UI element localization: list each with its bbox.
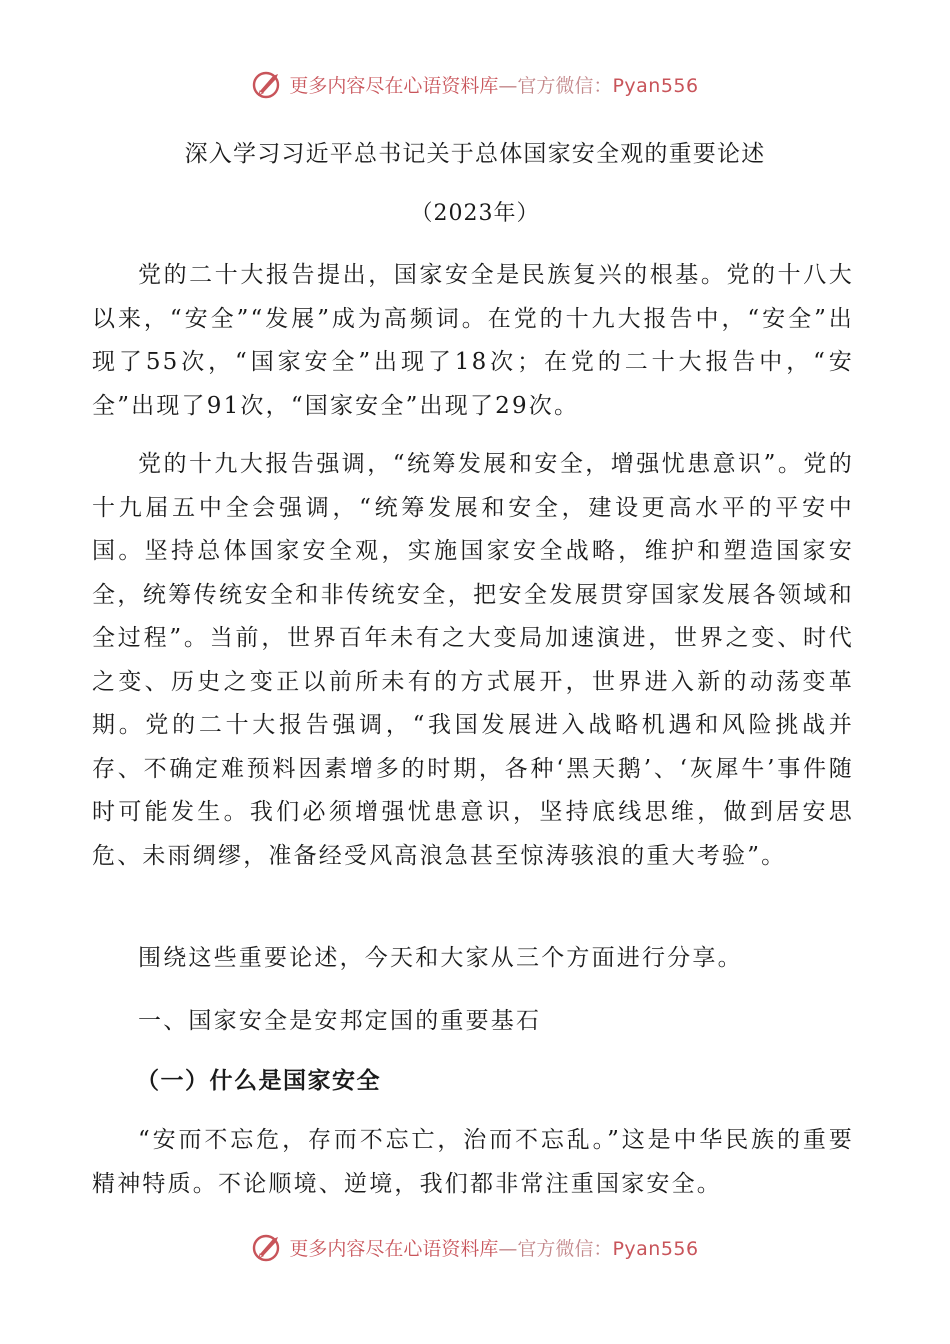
watermark-text [289,71,698,98]
watermark-main: 更多内容尽在心语资料库 [289,1237,499,1260]
watermark-dash: — [498,74,518,97]
watermark-banner-top [0,62,950,106]
paragraph-context: 党的十九大报告强调，“统筹发展和安全，增强忧患意识”。党的十九届五中全会强调，“统筹发展和安全，建设更高水平的平安中国。坚持总体国家安全观，实施国家安全战略，维护和塑造国家安全，统筹传统安全和非传统安全，把安全发展贯穿国家发展各领域和全过程”。当前，世界百年未有之大变局加速演进，世界之变、时代之变、历史之变正以前所未有的方式展开，世界进入新的动荡变革期。党的二十大报告强调，“我国发展进入战略机遇和风险挑战并存、不确定难预料因素增多的时期，各种‘黑天鹅’、‘灰犀牛’事件随时可能发生。我们必须增强忧患意识，坚持底线思维，做到居安思危、未雨绸缪，准备经受风高浪急甚至惊涛骇浪的重大考验”。 [92,451,854,869]
document-year: （2023年） [410,201,540,226]
watermark-handle: Pyan556 [612,1237,699,1260]
watermark-banner-bottom [0,1225,950,1269]
section-heading-1: 一、国家安全是安邦定国的重要基石 [138,1008,542,1034]
paragraph-quote: “安而不忘危，存而不忘亡，治而不忘乱。”这是中华民族的重要精神特质。不论顺境、逆境，我们都非常注重国家安全。 [92,1127,854,1197]
watermark-official-label: 官方微信： [517,1237,613,1260]
pen-logo-icon [251,66,287,102]
pen-logo-icon [251,1229,287,1265]
document-title: 深入学习习近平总书记关于总体国家安全观的重要论述 [184,141,766,167]
watermark-official-label: 官方微信： [517,74,613,97]
subsection-heading-1: （一）什么是国家安全 [136,1068,381,1094]
paragraph-overview: 围绕这些重要论述，今天和大家从三个方面进行分享。 [138,945,743,971]
watermark-text [289,1234,698,1261]
paragraph-intro: 党的二十大报告提出，国家安全是民族复兴的根基。党的十八大以来，“安全”“发展”成为高频词。在党的十九大报告中，“安全”出现了55次，“国家安全”出现了18次；在党的二十大报告中，“安全”出现了91次，“国家安全”出现了29次。 [92,262,854,419]
watermark-handle: Pyan556 [612,74,699,97]
watermark-main: 更多内容尽在心语资料库 [289,74,499,97]
watermark-dash: — [498,1237,518,1260]
